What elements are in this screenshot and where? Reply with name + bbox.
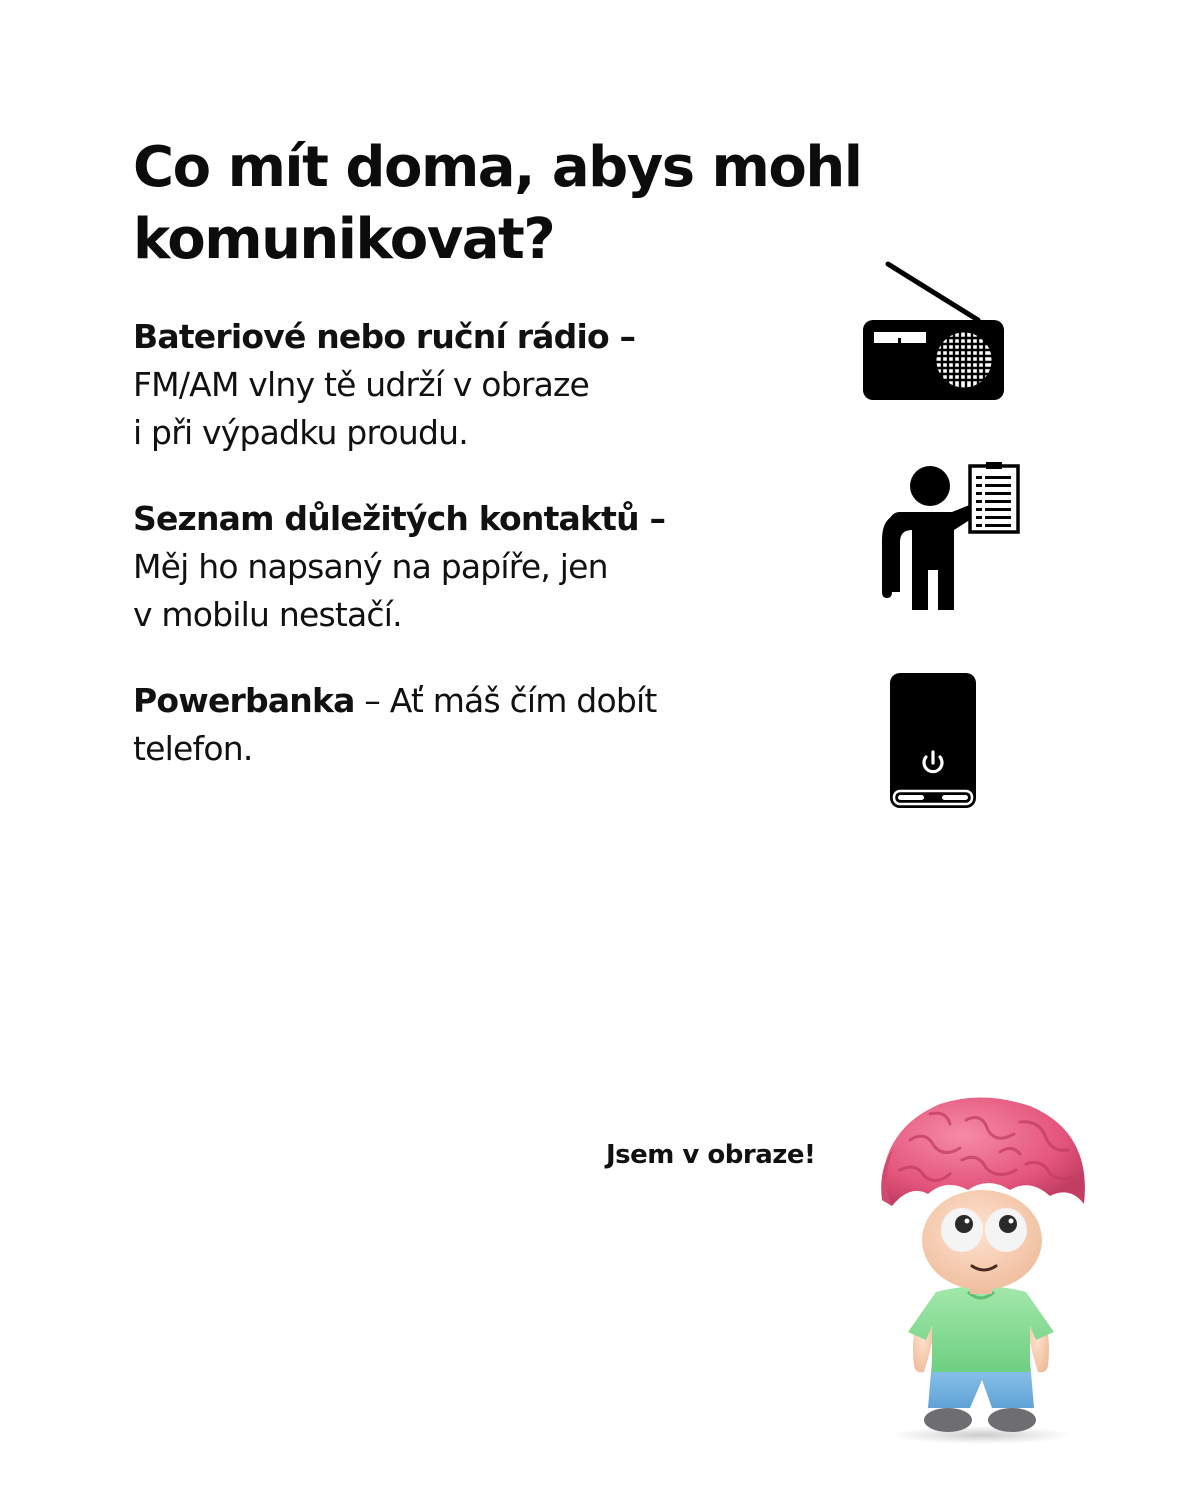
list-item-radio — [133, 313, 773, 457]
item-line: FM/AM vlny tě udrží v obraze — [133, 365, 590, 404]
item-line: Bateriové nebo ruční rádio – — [133, 317, 636, 356]
item-line: v mobilu nestačí. — [133, 595, 402, 634]
list-item-powerbank — [133, 677, 773, 773]
item-line: Powerbanka – Ať máš čím dobít — [133, 681, 657, 720]
person-with-list-icon — [880, 460, 1030, 615]
mascot-illustration — [870, 1090, 1100, 1450]
tagline: Jsem v obraze! — [606, 1140, 816, 1170]
page-title: Co mít doma, abys mohl komunikovat? — [133, 135, 862, 272]
powerbank-icon — [888, 671, 980, 811]
radio-icon — [860, 258, 1010, 408]
list-item-contacts — [133, 495, 773, 639]
item-line: Seznam důležitých kontaktů – — [133, 499, 666, 538]
item-line: Měj ho napsaný na papíře, jen — [133, 547, 608, 586]
item-line: telefon. — [133, 729, 253, 768]
item-line: i při výpadku proudu. — [133, 413, 468, 452]
